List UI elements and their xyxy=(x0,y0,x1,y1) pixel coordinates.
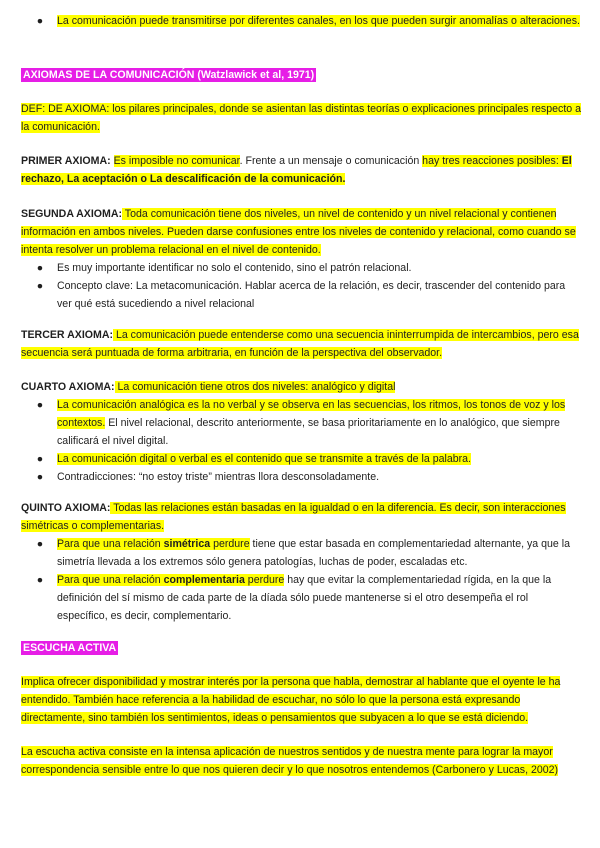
primer-hl2-text: hay tres reacciones posibles: xyxy=(422,155,562,167)
quinto-b2-rest: hay que evitar la complementariedad rígida, en la que la definición del sí mismo de cada parte de la díada sólo puede mantenerse si el otro desempeña el rol específico, es decir, complementario. xyxy=(57,574,552,622)
primer-axioma-paragraph xyxy=(21,152,581,188)
quinto-axioma-text: Todas las relaciones están basadas en la igualdad o en la diferencia. Es decir, son interacciones simétricas o complementarias. xyxy=(21,502,566,532)
bullet-icon: ● xyxy=(36,15,44,27)
bullet-icon: ● xyxy=(36,471,44,483)
intro-list xyxy=(21,12,581,30)
quinto-axioma-paragraph xyxy=(21,499,581,535)
def-axioma-paragraph xyxy=(21,100,581,136)
quinto-b1-highlight xyxy=(57,538,250,550)
tercer-axioma-text: La comunicación puede entenderse como una secuencia ininterrumpida de intercambios, pero esa secuencia será puntuada de forma arbitraria, en función de la perspectiva del observador. xyxy=(21,329,579,359)
cuarto-axioma-label: CUARTO AXIOMA: xyxy=(21,381,115,393)
segunda-bullet-text: Concepto clave: La metacomunicación. Hablar acerca de la relación, es decir, trascender del contenido para ver qué está sucediendo a nivel relacional xyxy=(57,280,566,310)
escucha-p1-text: Implica ofrecer disponibilidad y mostrar interés por la persona que habla, demostrar al hablante que el oyente le ha entendido. También hace referencia a la habilidad de escuchar, no sólo lo que la persona está expresando directamente, sino también los sentimientos, ideas o pensamientos que subyacen a lo que se está diciendo. xyxy=(21,676,561,724)
primer-hl2-bold: El rechazo, La aceptación o La descalificación de la comunicación. xyxy=(21,155,572,185)
tercer-axioma-label: TERCER AXIOMA: xyxy=(21,329,114,341)
list-item xyxy=(21,12,581,30)
quinto-axioma-label: QUINTO AXIOMA: xyxy=(21,502,111,514)
bullet-icon: ● xyxy=(36,538,44,550)
axiomas-heading xyxy=(21,66,581,84)
axiomas-heading-text: AXIOMAS DE LA COMUNICACIÓN (Watzlawick et al, 1971) xyxy=(23,69,315,81)
quinto-b1-rest: tiene que estar basada en complementariedad alternante, ya que la simetría llevada a los extremos sólo genera patologías, luchas de poder, escaladas etc. xyxy=(57,538,570,568)
list-item xyxy=(21,396,581,450)
escucha-paragraph-1 xyxy=(21,673,581,727)
list-item xyxy=(21,259,581,277)
cuarto-axioma-paragraph xyxy=(21,378,581,396)
quinto-list xyxy=(21,535,581,625)
quinto-b2-pre: Para que una relación xyxy=(57,574,164,586)
escucha-heading-text: ESCUCHA ACTIVA xyxy=(23,642,117,654)
quinto-b1-bold: simétrica xyxy=(163,538,211,550)
escucha-p2-text: La escucha activa consiste en la intensa aplicación de nuestros sentidos y de nuestra mente para lograr la mayor correspondencia sensible entre lo que nos quieren decir y lo que nosotros entendemos (Carbonero y Lucas, 2002) xyxy=(21,746,559,776)
primer-axioma-label: PRIMER AXIOMA: xyxy=(21,155,111,167)
primer-hl1: Es imposible no comunicar xyxy=(113,155,240,167)
intro-bullet-text: La comunicación puede transmitirse por diferentes canales, en los que pueden surgir anomalías o alteraciones. xyxy=(57,15,580,27)
list-item xyxy=(21,571,581,625)
bullet-icon: ● xyxy=(36,453,44,465)
bullet-icon: ● xyxy=(36,574,44,586)
bullet-icon: ● xyxy=(36,399,44,411)
cuarto-b1-rest: El nivel relacional, descrito anteriormente, se basa prioritariamente en lo analógico, que siempre calificará el nivel digital. xyxy=(57,417,560,447)
escucha-heading xyxy=(21,639,581,657)
quinto-b2-bold: complementaria xyxy=(163,574,245,586)
list-item xyxy=(21,468,581,486)
cuarto-list xyxy=(21,396,581,486)
escucha-paragraph-2 xyxy=(21,743,581,779)
segunda-axioma-paragraph xyxy=(21,205,581,259)
cuarto-b3-text: Contradicciones: “no estoy triste” mientras llora desconsoladamente. xyxy=(57,471,380,483)
list-item xyxy=(21,450,581,468)
cuarto-b2-text: La comunicación digital o verbal es el contenido que se transmite a través de la palabra. xyxy=(57,453,471,465)
segunda-axioma-label: SEGUNDA AXIOMA: xyxy=(21,208,123,220)
segunda-bullet-text: Es muy importante identificar no solo el contenido, sino el patrón relacional. xyxy=(57,262,412,274)
segunda-list xyxy=(21,259,581,313)
def-axioma-text: DEF: DE AXIOMA: los pilares principales, donde se asientan las distintas teorías o explicaciones principales respecto a la comunicación. xyxy=(21,103,581,133)
bullet-icon: ● xyxy=(36,280,44,292)
tercer-axioma-paragraph xyxy=(21,326,581,362)
cuarto-axioma-text: La comunicación tiene otros dos niveles: analógico y digital xyxy=(114,381,396,393)
quinto-b2-highlight xyxy=(57,574,284,586)
quinto-b1-pre: Para que una relación xyxy=(57,538,164,550)
cuarto-b1-highlight: La comunicación analógica es la no verbal y se observa en las secuencias, los ritmos, los tonos de voz y los contextos. xyxy=(57,399,566,429)
list-item xyxy=(21,277,581,313)
quinto-b1-post: perdure xyxy=(210,538,250,550)
segunda-axioma-text: Toda comunicación tiene dos niveles, un nivel de contenido y un nivel relacional y contienen información en ambos niveles. Pueden darse confusiones entre los niveles de contenido y relacional, como cuando se intenta resolver un problema relacional en el nivel de contenido. xyxy=(21,208,576,256)
bullet-icon: ● xyxy=(36,262,44,274)
list-item xyxy=(21,535,581,571)
primer-mid: . Frente a un mensaje o comunicación xyxy=(239,155,423,167)
quinto-b2-post: perdure xyxy=(244,574,285,586)
